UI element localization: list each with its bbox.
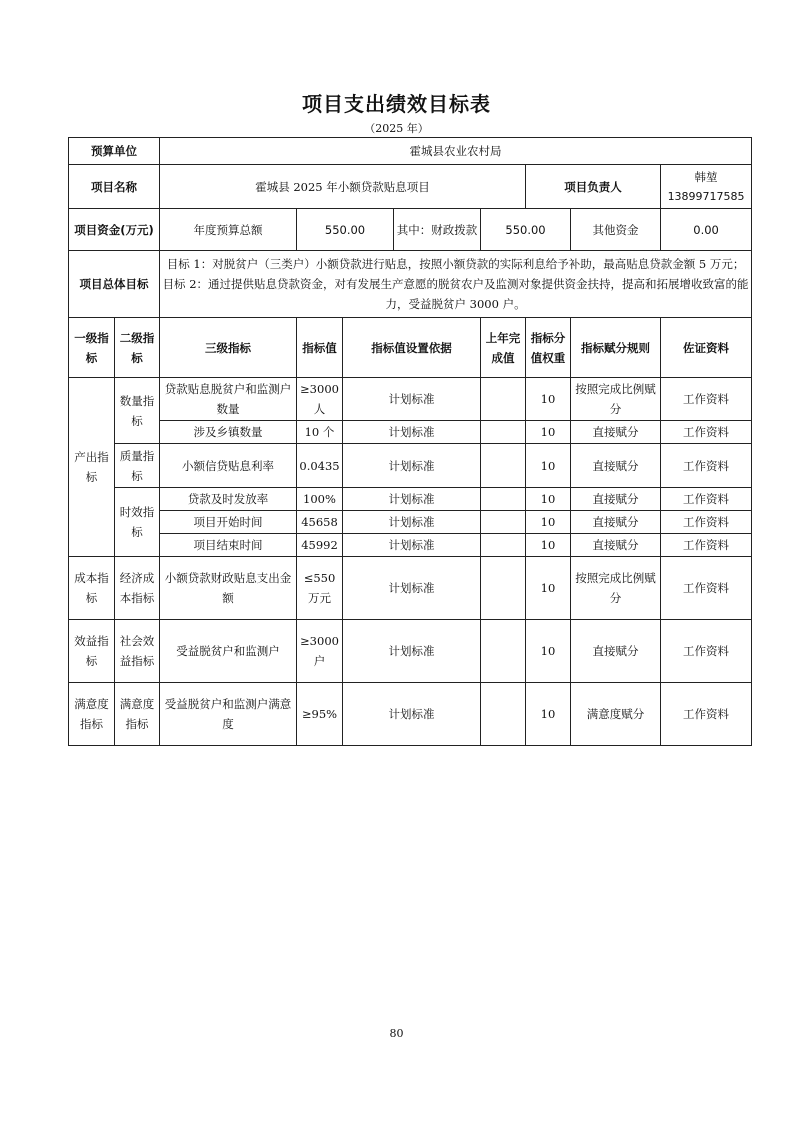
indicator-weight: 10 [526,421,571,444]
table-row [69,444,752,488]
other-funds-label: 其他资金 [571,209,661,251]
indicator-basis: 计划标准 [343,534,481,557]
indicator-rule: 直接赋分 [571,534,661,557]
indicator-weight: 10 [526,557,571,620]
group-satisfaction-sub: 满意度指标 [115,683,160,746]
indicator-basis: 计划标准 [343,511,481,534]
indicator-name: 受益脱贫户和监测户满意度 [160,683,297,746]
indicator-rule: 直接赋分 [571,421,661,444]
project-funds-label: 项目资金(万元) [69,209,160,251]
indicator-name: 贷款贴息脱贫户和监测户数量 [160,378,297,421]
group-timeliness: 时效指标 [115,488,160,557]
project-leader-label: 项目负责人 [526,165,661,209]
indicator-last-year [481,488,526,511]
header-basis: 指标值设置依据 [343,318,481,378]
annual-budget-label: 年度预算总额 [160,209,297,251]
indicator-basis: 计划标准 [343,488,481,511]
indicator-value: 0.0435 [297,444,343,488]
leader-phone: 13899717585 [667,189,745,203]
table-row [69,378,752,421]
indicator-weight: 10 [526,488,571,511]
indicator-value: 45992 [297,534,343,557]
header-evidence: 佐证资料 [661,318,752,378]
indicator-rule: 直接赋分 [571,511,661,534]
indicator-weight: 10 [526,444,571,488]
indicator-name: 项目结束时间 [160,534,297,557]
annual-budget-value: 550.00 [297,209,394,251]
indicator-basis: 计划标准 [343,620,481,683]
indicator-weight: 10 [526,683,571,746]
header-level2: 二级指标 [115,318,160,378]
indicator-name: 贷款及时发放率 [160,488,297,511]
indicator-value: 10 个 [297,421,343,444]
group-output: 产出指标 [69,378,115,557]
table-row [69,488,752,511]
table-row [69,511,752,534]
group-satisfaction: 满意度指标 [69,683,115,746]
group-benefit: 效益指标 [69,620,115,683]
budget-unit-row [69,138,752,165]
header-value: 指标值 [297,318,343,378]
table-row [69,421,752,444]
indicator-name: 受益脱贫户和监测户 [160,620,297,683]
fiscal-funds-value: 550.00 [481,209,571,251]
overall-goal-label: 项目总体目标 [69,251,160,318]
project-name-row [69,165,752,209]
indicator-evidence: 工作资料 [661,378,752,421]
header-weight: 指标分值权重 [526,318,571,378]
indicator-last-year [481,534,526,557]
indicator-rule: 按照完成比例赋分 [571,378,661,421]
table-row [69,620,752,683]
indicator-weight: 10 [526,620,571,683]
page-number: 80 [389,1027,404,1040]
project-name-label: 项目名称 [69,165,160,209]
indicator-evidence: 工作资料 [661,620,752,683]
indicator-rule: 满意度赋分 [571,683,661,746]
year-subtitle: （2025 年） [364,122,429,135]
indicator-value: ≥3000 户 [297,620,343,683]
indicator-basis: 计划标准 [343,683,481,746]
leader-name: 韩堃 [694,169,718,184]
indicator-weight: 10 [526,511,571,534]
indicator-value: 100% [297,488,343,511]
indicator-weight: 10 [526,378,571,421]
indicator-value: ≤550 万元 [297,557,343,620]
other-funds-value: 0.00 [661,209,752,251]
indicator-last-year [481,421,526,444]
indicator-name: 涉及乡镇数量 [160,421,297,444]
header-rule: 指标赋分规则 [571,318,661,378]
indicator-header-row [69,318,752,378]
indicator-value: ≥95% [297,683,343,746]
indicator-last-year [481,511,526,534]
indicator-rule: 按照完成比例赋分 [571,557,661,620]
indicator-evidence: 工作资料 [661,421,752,444]
indicator-rule: 直接赋分 [571,620,661,683]
indicator-name: 小额贷款财政贴息支出金额 [160,557,297,620]
indicator-evidence: 工作资料 [661,488,752,511]
indicator-name: 小额信贷贴息利率 [160,444,297,488]
indicator-last-year [481,557,526,620]
indicator-last-year [481,620,526,683]
indicator-weight: 10 [526,534,571,557]
header-level1: 一级指标 [69,318,115,378]
indicator-last-year [481,444,526,488]
indicator-name: 项目开始时间 [160,511,297,534]
indicator-evidence: 工作资料 [661,557,752,620]
project-name-value: 霍城县 2025 年小额贷款贴息项目 [160,165,526,209]
indicator-last-year [481,378,526,421]
group-social-benefit: 社会效益指标 [115,620,160,683]
header-last-year: 上年完成值 [481,318,526,378]
indicator-evidence: 工作资料 [661,444,752,488]
group-quality: 质量指标 [115,444,160,488]
page-title: 项目支出绩效目标表 [302,92,491,116]
budget-unit-label: 预算单位 [69,138,160,165]
overall-goal-text: 目标 1：对脱贫户（三类户）小额贷款进行贴息，按照小额贷款的实际利息给予补助，最高贴息贷款金额 5 万元；目标 2：通过提供贴息贷款资金，对有发展生产意愿的脱贫农户及监测对象提供资金扶持，提高和拓展增收致富的能力，受益脱贫户 3000 户。 [160,251,752,318]
project-funds-row [69,209,752,251]
indicator-evidence: 工作资料 [661,683,752,746]
indicator-value: ≥3000 人 [297,378,343,421]
project-leader-value [661,165,752,209]
fiscal-funds-label: 其中：财政拨款 [394,209,481,251]
group-quantity: 数量指标 [115,378,160,444]
indicator-value: 45658 [297,511,343,534]
indicator-last-year [481,683,526,746]
indicator-basis: 计划标准 [343,421,481,444]
indicator-evidence: 工作资料 [661,511,752,534]
indicator-basis: 计划标准 [343,444,481,488]
indicator-rule: 直接赋分 [571,444,661,488]
table-row [69,534,752,557]
group-econ-cost: 经济成本指标 [115,557,160,620]
indicator-evidence: 工作资料 [661,534,752,557]
indicator-basis: 计划标准 [343,378,481,421]
budget-unit-value: 霍城县农业农村局 [160,138,752,165]
indicator-basis: 计划标准 [343,557,481,620]
overall-goal-row [69,251,752,318]
indicator-rule: 直接赋分 [571,488,661,511]
table-row [69,557,752,620]
header-level3: 三级指标 [160,318,297,378]
performance-table [68,137,752,746]
table-row [69,683,752,746]
group-cost: 成本指标 [69,557,115,620]
